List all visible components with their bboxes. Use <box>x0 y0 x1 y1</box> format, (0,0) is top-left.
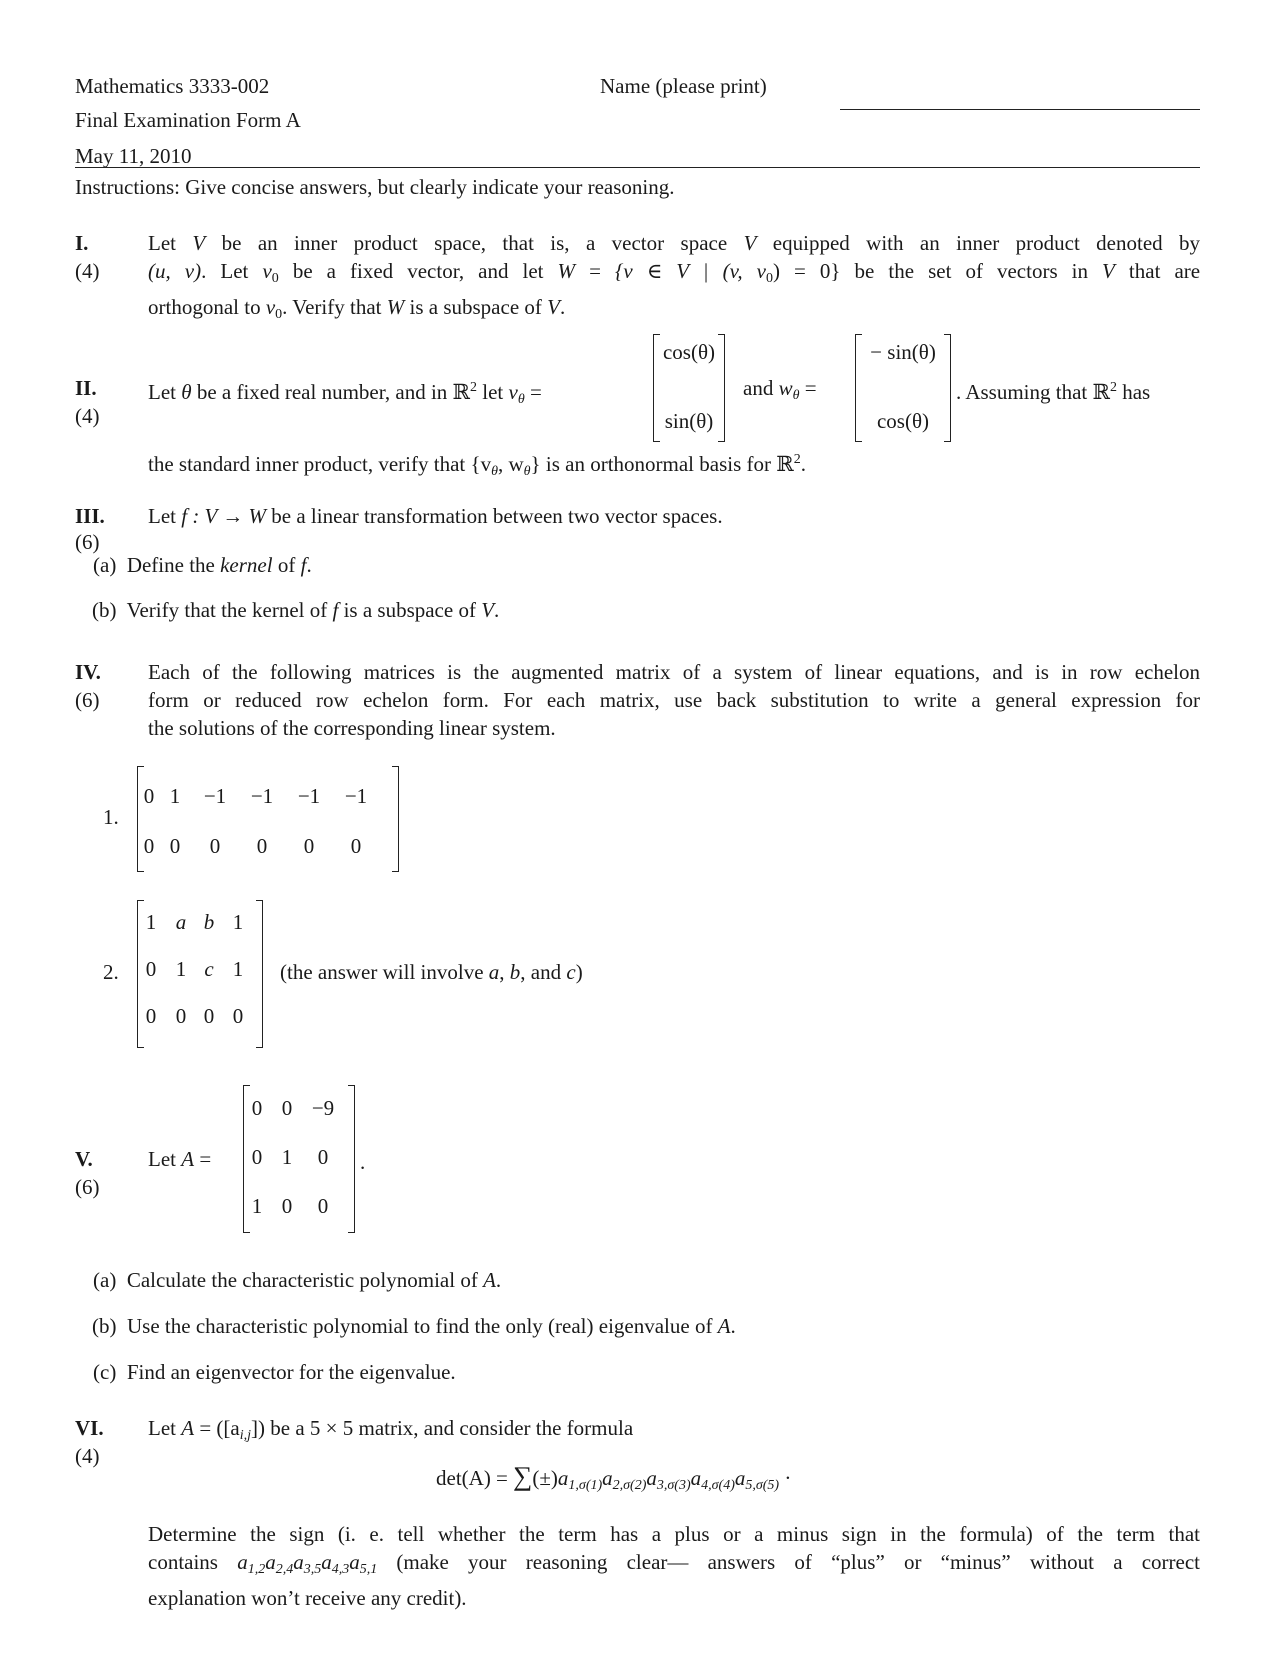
exam-title: Final Examination Form A <box>75 108 301 132</box>
matrix-cell: 1 <box>232 910 244 934</box>
matrix-cell: sin(θ) <box>664 409 714 433</box>
problem-5-points: (6) <box>75 1175 100 1199</box>
matrix-cell: −1 <box>203 784 227 808</box>
matrix-cell: 0 <box>350 834 362 858</box>
matrix-iv-2-note: (the answer will involve a, b, and c) <box>280 960 583 984</box>
item-2-label: 2. <box>103 960 119 984</box>
matrix-cell: −9 <box>311 1096 335 1120</box>
matrix-a-period: . <box>360 1150 366 1174</box>
name-label: Name (please print) <box>600 74 767 98</box>
matrix-cell: 1 <box>232 957 244 981</box>
matrix-cell: 0 <box>317 1194 329 1218</box>
v-theta-vector <box>653 334 725 442</box>
matrix-cell: 1 <box>251 1194 263 1218</box>
matrix-iv-2 <box>137 900 263 1048</box>
problem-5a: (a) Calculate the characteristic polynomial of A. <box>93 1268 502 1292</box>
problem-1-points: (4) <box>75 259 100 283</box>
matrix-cell: 0 <box>175 1004 187 1028</box>
problem-1-number: I. <box>75 231 89 255</box>
matrix-cell: 0 <box>232 1004 244 1028</box>
matrix-cell: −1 <box>250 784 274 808</box>
problem-6-intro: Let $A = ([a_{i,j}])$ be a 5 × 5 matrix, and consider the formula <box>148 1416 634 1443</box>
matrix-cell: 0 <box>317 1145 329 1169</box>
matrix-cell: −1 <box>344 784 368 808</box>
matrix-cell: 0 <box>143 784 155 808</box>
problem-5c: (c) Find an eigenvector for the eigenvalue. <box>93 1360 456 1384</box>
problem-5b: (b) Use the characteristic polynomial to find the only (real) eigenvalue of A. <box>92 1314 736 1338</box>
matrix-cell: c <box>204 957 214 981</box>
matrix-cell: −1 <box>297 784 321 808</box>
matrix-cell: a <box>175 910 187 934</box>
problem-4-points: (6) <box>75 688 100 712</box>
matrix-cell: − sin(θ) <box>870 340 936 364</box>
matrix-cell: 0 <box>256 834 268 858</box>
matrix-cell: 0 <box>251 1096 263 1120</box>
problem-4-number: IV. <box>75 660 101 684</box>
w-theta-vector <box>855 334 951 442</box>
problem-3-number: III. <box>75 504 105 528</box>
problem-3-points: (6) <box>75 530 100 554</box>
matrix-cell: cos(θ) <box>662 340 716 364</box>
matrix-cell: cos(θ) <box>876 409 930 433</box>
matrix-cell: 0 <box>145 957 157 981</box>
instructions: Instructions: Give concise answers, but clearly indicate your reasoning. <box>75 175 675 199</box>
matrix-cell: 1 <box>169 784 181 808</box>
name-field-line[interactable] <box>840 109 1200 110</box>
and-w-theta: and $w_\theta$ = <box>743 376 817 403</box>
matrix-cell: 0 <box>145 1004 157 1028</box>
matrix-cell: 0 <box>209 834 221 858</box>
problem-4-text: Each of the following matrices is the augmented matrix of a system of linear equations, and is in row echelon form or reduced row echelon form. For each matrix, use back substitution to write a general expression for the solutions of the corresponding linear system. <box>148 660 1200 740</box>
problem-1-text: Let V be an inner product space, that is, a vector space V equipped with an inner product denoted by (u, v). Let $v_0$ be a fixed vector, and let W = {v ∈ V | (v, $v_0) = 0$} be the set of vectors in V that are orthogonal to $v_0$. Verify that W is a subspace of V. <box>148 231 1201 322</box>
matrix-cell: 0 <box>143 834 155 858</box>
problem-6-number: VI. <box>75 1416 104 1440</box>
matrix-cell: 0 <box>281 1194 293 1218</box>
determinant-formula: $\det(A) = \sum(\pm)a_{1,\sigma(1)}a_{2,\sigma(2)}a_{3,\sigma(3)}a_{4,\sigma(4)}a_{5,\sigma(5)}$ · <box>436 1461 792 1493</box>
course-title: Mathematics 3333-002 <box>75 74 270 98</box>
problem-2-number: II. <box>75 376 97 400</box>
problem-2-points: (4) <box>75 404 100 428</box>
matrix-a <box>243 1085 355 1233</box>
problem-3-intro: Let f : V → W be a linear transformation between two vector spaces. <box>148 504 723 528</box>
problem-5-number: V. <box>75 1147 93 1171</box>
matrix-cell: 0 <box>281 1096 293 1120</box>
matrix-cell: 1 <box>281 1145 293 1169</box>
header-divider <box>75 167 1200 168</box>
problem-2-text-c: the standard inner product, verify that {$v_\theta$, $w_\theta$} is an orthonormal basis for ℝ$^2$. <box>148 452 806 479</box>
matrix-cell: 1 <box>175 957 187 981</box>
matrix-cell: 0 <box>203 1004 215 1028</box>
exam-date: May 11, 2010 <box>75 144 192 168</box>
matrix-cell: 1 <box>145 910 157 934</box>
matrix-cell: 0 <box>303 834 315 858</box>
problem-2-text-a: Let θ be a fixed real number, and in ℝ$^2$ let $v_\theta$ = <box>148 380 542 407</box>
problem-3b: (b) Verify that the kernel of f is a subspace of V. <box>92 598 500 622</box>
problem-6-points: (4) <box>75 1444 100 1468</box>
item-1-label: 1. <box>103 805 119 829</box>
problem-2-text-b: . Assuming that ℝ$^2$ has <box>956 380 1151 404</box>
matrix-cell: 0 <box>251 1145 263 1169</box>
problem-6-text: Determine the sign (i. e. tell whether the term has a plus or a minus sign in the formula) of the term that contains $a_{1,2}a_{2,4}a_{3,5}a_{4,3}a_{5,1}$ (make your reasoning clear— answers of “plus” or “minus” without a correct explanation won’t receive any credit). <box>148 1522 1201 1610</box>
matrix-iv-1 <box>137 766 399 872</box>
problem-3a: (a) Define the kernel of f. <box>93 553 312 577</box>
matrix-cell: 0 <box>169 834 181 858</box>
problem-5-let: Let A = <box>148 1147 212 1171</box>
matrix-cell: b <box>203 910 215 934</box>
